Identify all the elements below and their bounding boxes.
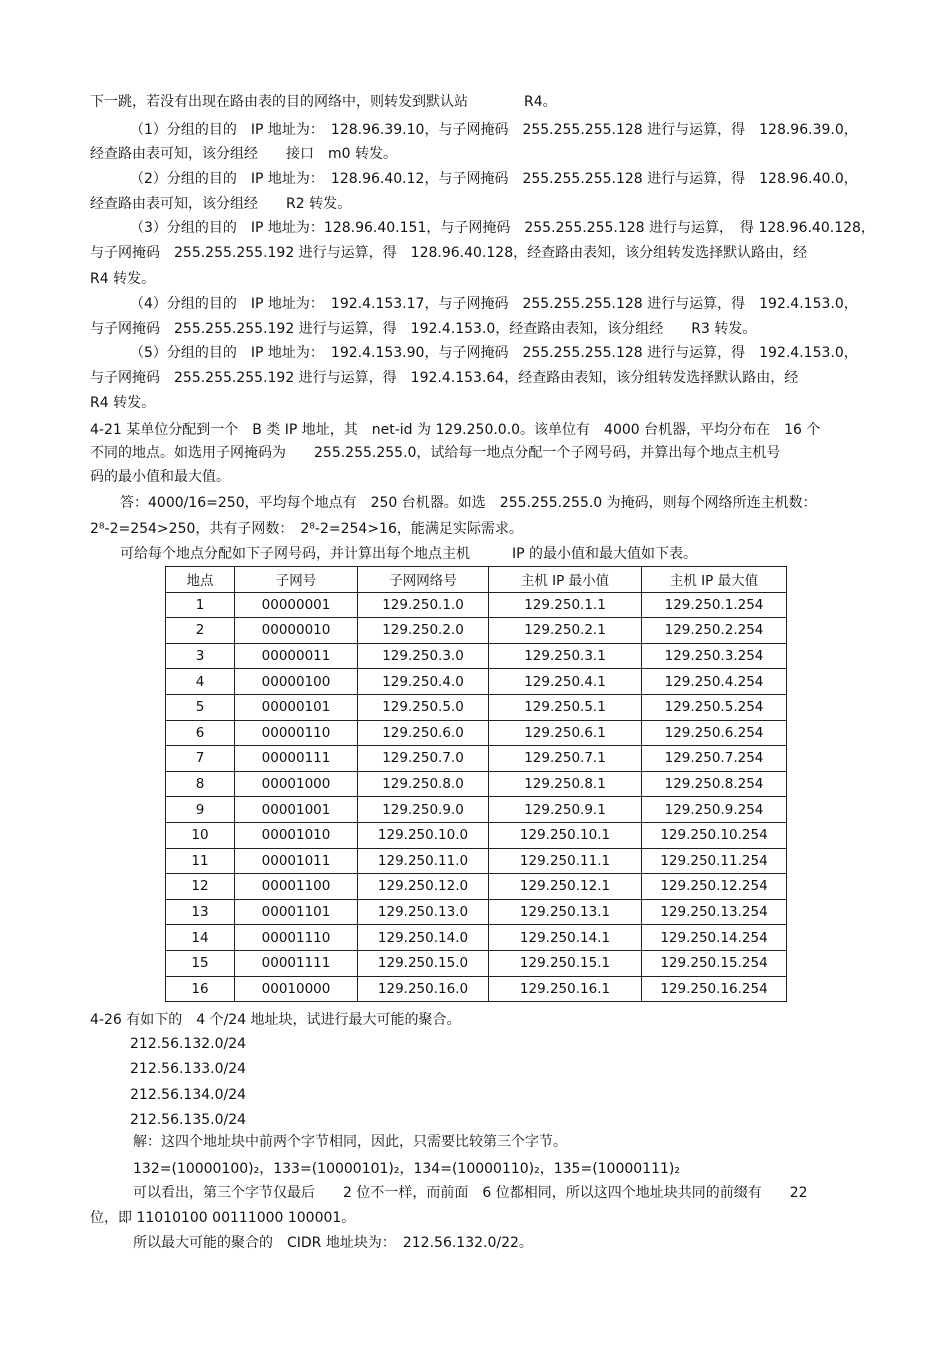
cell: 00001000 (235, 771, 358, 797)
cell: 8 (166, 771, 235, 797)
text-line: 码的最小值和最大值。 (90, 469, 230, 485)
cell: 129.250.10.254 (642, 822, 787, 848)
col-location: 地点 (166, 567, 235, 593)
cell: 129.250.4.0 (358, 669, 489, 695)
table-row (166, 771, 787, 797)
table-row (166, 720, 787, 746)
cell: 12 (166, 874, 235, 900)
cell: 10 (166, 822, 235, 848)
col-subnet-id: 子网号 (235, 567, 358, 593)
cell: 00000011 (235, 643, 358, 669)
text-line: 解：这四个地址块中前两个字节相同，因此，只需要比较第三个字节。 (133, 1134, 567, 1150)
text-line: 所以最大可能的聚合的 CIDR 地址块为： 212.56.132.0/22。 (133, 1235, 533, 1251)
cell: 6 (166, 720, 235, 746)
cell: 129.250.11.1 (489, 848, 642, 874)
table-row (166, 746, 787, 772)
text-line: 2⁸-2=254>250，共有子网数： 2⁸-2=254>16，能满足实际需求。 (90, 521, 523, 537)
cell: 129.250.9.254 (642, 797, 787, 823)
col-host-max: 主机 IP 最大值 (642, 567, 787, 593)
cell: 1 (166, 592, 235, 618)
table-row (166, 669, 787, 695)
cell: 129.250.3.254 (642, 643, 787, 669)
cell: 129.250.3.0 (358, 643, 489, 669)
cell: 129.250.14.1 (489, 925, 642, 951)
cell: 129.250.5.0 (358, 694, 489, 720)
text-line: 答：4000/16=250，平均每个地点有 250 台机器。如选 255.255.255.0 为掩码，则每个网络所连主机数： (120, 495, 817, 511)
cell: 3 (166, 643, 235, 669)
text-line: 4-26 有如下的 4 个/24 地址块，试进行最大可能的聚合。 (90, 1012, 461, 1028)
table-row (166, 874, 787, 900)
cell: 129.250.9.0 (358, 797, 489, 823)
table-row (166, 643, 787, 669)
cell: 129.250.2.0 (358, 618, 489, 644)
cell: 129.250.7.0 (358, 746, 489, 772)
table-header-row (166, 567, 787, 593)
table-row (166, 822, 787, 848)
cell: 7 (166, 746, 235, 772)
cell: 129.250.14.254 (642, 925, 787, 951)
cell: 129.250.8.1 (489, 771, 642, 797)
cell: 14 (166, 925, 235, 951)
text-line: R4 转发。 (90, 271, 156, 287)
cell: 129.250.12.254 (642, 874, 787, 900)
text-line: （1）分组的目的 IP 地址为： 128.96.39.10，与子网掩码 255.255.255.128 进行与运算，得 128.96.39.0， (130, 122, 858, 138)
cell: 129.250.12.1 (489, 874, 642, 900)
text-line: 经查路由表可知，该分组经 接口 m0 转发。 (90, 146, 397, 162)
cell: 00000111 (235, 746, 358, 772)
text-line: 与子网掩码 255.255.255.192 进行与运算，得 192.4.153.64，经查路由表知，该分组转发选择默认路由，经 (90, 370, 799, 386)
text-line: 132=(10000100)₂，133=(10000101)₂，134=(10000110)₂，135=(10000111)₂ (133, 1161, 680, 1177)
text-line: 不同的地点。如选用子网掩码为 255.255.255.0，试给每一地点分配一个子网号码，并算出每个地点主机号 (90, 445, 781, 461)
table-row (166, 899, 787, 925)
cell: 00000010 (235, 618, 358, 644)
cell: 15 (166, 950, 235, 976)
table-row (166, 950, 787, 976)
table-row (166, 925, 787, 951)
cell: 00000100 (235, 669, 358, 695)
cell: 129.250.14.0 (358, 925, 489, 951)
text-line: 下一跳，若没有出现在路由表的目的网络中，则转发到默认站 R4。 (90, 94, 557, 110)
cell: 00001100 (235, 874, 358, 900)
cell: 129.250.6.0 (358, 720, 489, 746)
table-row (166, 694, 787, 720)
cell: 129.250.13.0 (358, 899, 489, 925)
cell: 4 (166, 669, 235, 695)
cell: 129.250.15.0 (358, 950, 489, 976)
text-line: 经查路由表可知，该分组经 R2 转发。 (90, 196, 352, 212)
cell: 129.250.1.0 (358, 592, 489, 618)
text-line: 与子网掩码 255.255.255.192 进行与运算，得 192.4.153.0，经查路由表知，该分组经 R3 转发。 (90, 321, 757, 337)
text-line: 212.56.135.0/24 (130, 1112, 247, 1128)
cell: 129.250.4.254 (642, 669, 787, 695)
cell: 129.250.5.254 (642, 694, 787, 720)
table-row (166, 618, 787, 644)
cell: 129.250.13.1 (489, 899, 642, 925)
cell: 129.250.5.1 (489, 694, 642, 720)
table-row (166, 848, 787, 874)
cell: 13 (166, 899, 235, 925)
table-row (166, 592, 787, 618)
subnet-table (165, 566, 787, 1002)
cell: 129.250.7.254 (642, 746, 787, 772)
cell: 129.250.8.254 (642, 771, 787, 797)
cell: 00001110 (235, 925, 358, 951)
cell: 129.250.9.1 (489, 797, 642, 823)
cell: 129.250.15.254 (642, 950, 787, 976)
cell: 00001010 (235, 822, 358, 848)
cell: 129.250.2.254 (642, 618, 787, 644)
cell: 00010000 (235, 976, 358, 1002)
cell: 11 (166, 848, 235, 874)
cell: 00001011 (235, 848, 358, 874)
cell: 00001111 (235, 950, 358, 976)
text-line: 可以看出，第三个字节仅最后 2 位不一样，而前面 6 位都相同，所以这四个地址块共同的前缀有 22 (133, 1185, 808, 1201)
cell: 129.250.3.1 (489, 643, 642, 669)
cell: 129.250.11.0 (358, 848, 489, 874)
cell: 00000001 (235, 592, 358, 618)
cell: 129.250.13.254 (642, 899, 787, 925)
col-network-id: 子网网络号 (358, 567, 489, 593)
text-line: （4）分组的目的 IP 地址为： 192.4.153.17，与子网掩码 255.255.255.128 进行与运算，得 192.4.153.0， (130, 296, 858, 312)
cell: 129.250.16.0 (358, 976, 489, 1002)
cell: 00000101 (235, 694, 358, 720)
cell: 129.250.8.0 (358, 771, 489, 797)
table-row (166, 976, 787, 1002)
text-line: 可给每个地点分配如下子网号码，并计算出每个地点主机 IP 的最小值和最大值如下表。 (120, 546, 698, 562)
text-line: （3）分组的目的 IP 地址为：128.96.40.151，与子网掩码 255.255.255.128 进行与运算， 得 128.96.40.128， (130, 220, 875, 236)
cell: 2 (166, 618, 235, 644)
cell: 129.250.16.254 (642, 976, 787, 1002)
cell: 9 (166, 797, 235, 823)
text-line: 212.56.134.0/24 (130, 1087, 247, 1103)
cell: 129.250.11.254 (642, 848, 787, 874)
text-line: 4-21 某单位分配到一个 B 类 IP 地址，其 net-id 为 129.250.0.0。该单位有 4000 台机器，平均分布在 16 个 (90, 422, 821, 438)
text-line: 位，即 11010100 00111000 100001。 (90, 1210, 356, 1226)
cell: 00001001 (235, 797, 358, 823)
text-line: （5）分组的目的 IP 地址为： 192.4.153.90，与子网掩码 255.255.255.128 进行与运算，得 192.4.153.0， (130, 345, 858, 361)
cell: 129.250.1.1 (489, 592, 642, 618)
cell: 129.250.10.1 (489, 822, 642, 848)
cell: 129.250.15.1 (489, 950, 642, 976)
col-host-min: 主机 IP 最小值 (489, 567, 642, 593)
text-line: 与子网掩码 255.255.255.192 进行与运算，得 128.96.40.128，经查路由表知，该分组转发选择默认路由，经 (90, 245, 808, 261)
text-line: （2）分组的目的 IP 地址为： 128.96.40.12，与子网掩码 255.255.255.128 进行与运算，得 128.96.40.0， (130, 171, 858, 187)
cell: 129.250.10.0 (358, 822, 489, 848)
cell: 129.250.4.1 (489, 669, 642, 695)
text-line: 212.56.132.0/24 (130, 1036, 247, 1052)
cell: 129.250.7.1 (489, 746, 642, 772)
cell: 129.250.1.254 (642, 592, 787, 618)
cell: 129.250.6.254 (642, 720, 787, 746)
table-row (166, 797, 787, 823)
cell: 00001101 (235, 899, 358, 925)
cell: 129.250.12.0 (358, 874, 489, 900)
cell: 129.250.16.1 (489, 976, 642, 1002)
text-line: R4 转发。 (90, 395, 156, 411)
cell: 129.250.6.1 (489, 720, 642, 746)
text-line: 212.56.133.0/24 (130, 1061, 247, 1077)
cell: 16 (166, 976, 235, 1002)
cell: 00000110 (235, 720, 358, 746)
cell: 5 (166, 694, 235, 720)
cell: 129.250.2.1 (489, 618, 642, 644)
